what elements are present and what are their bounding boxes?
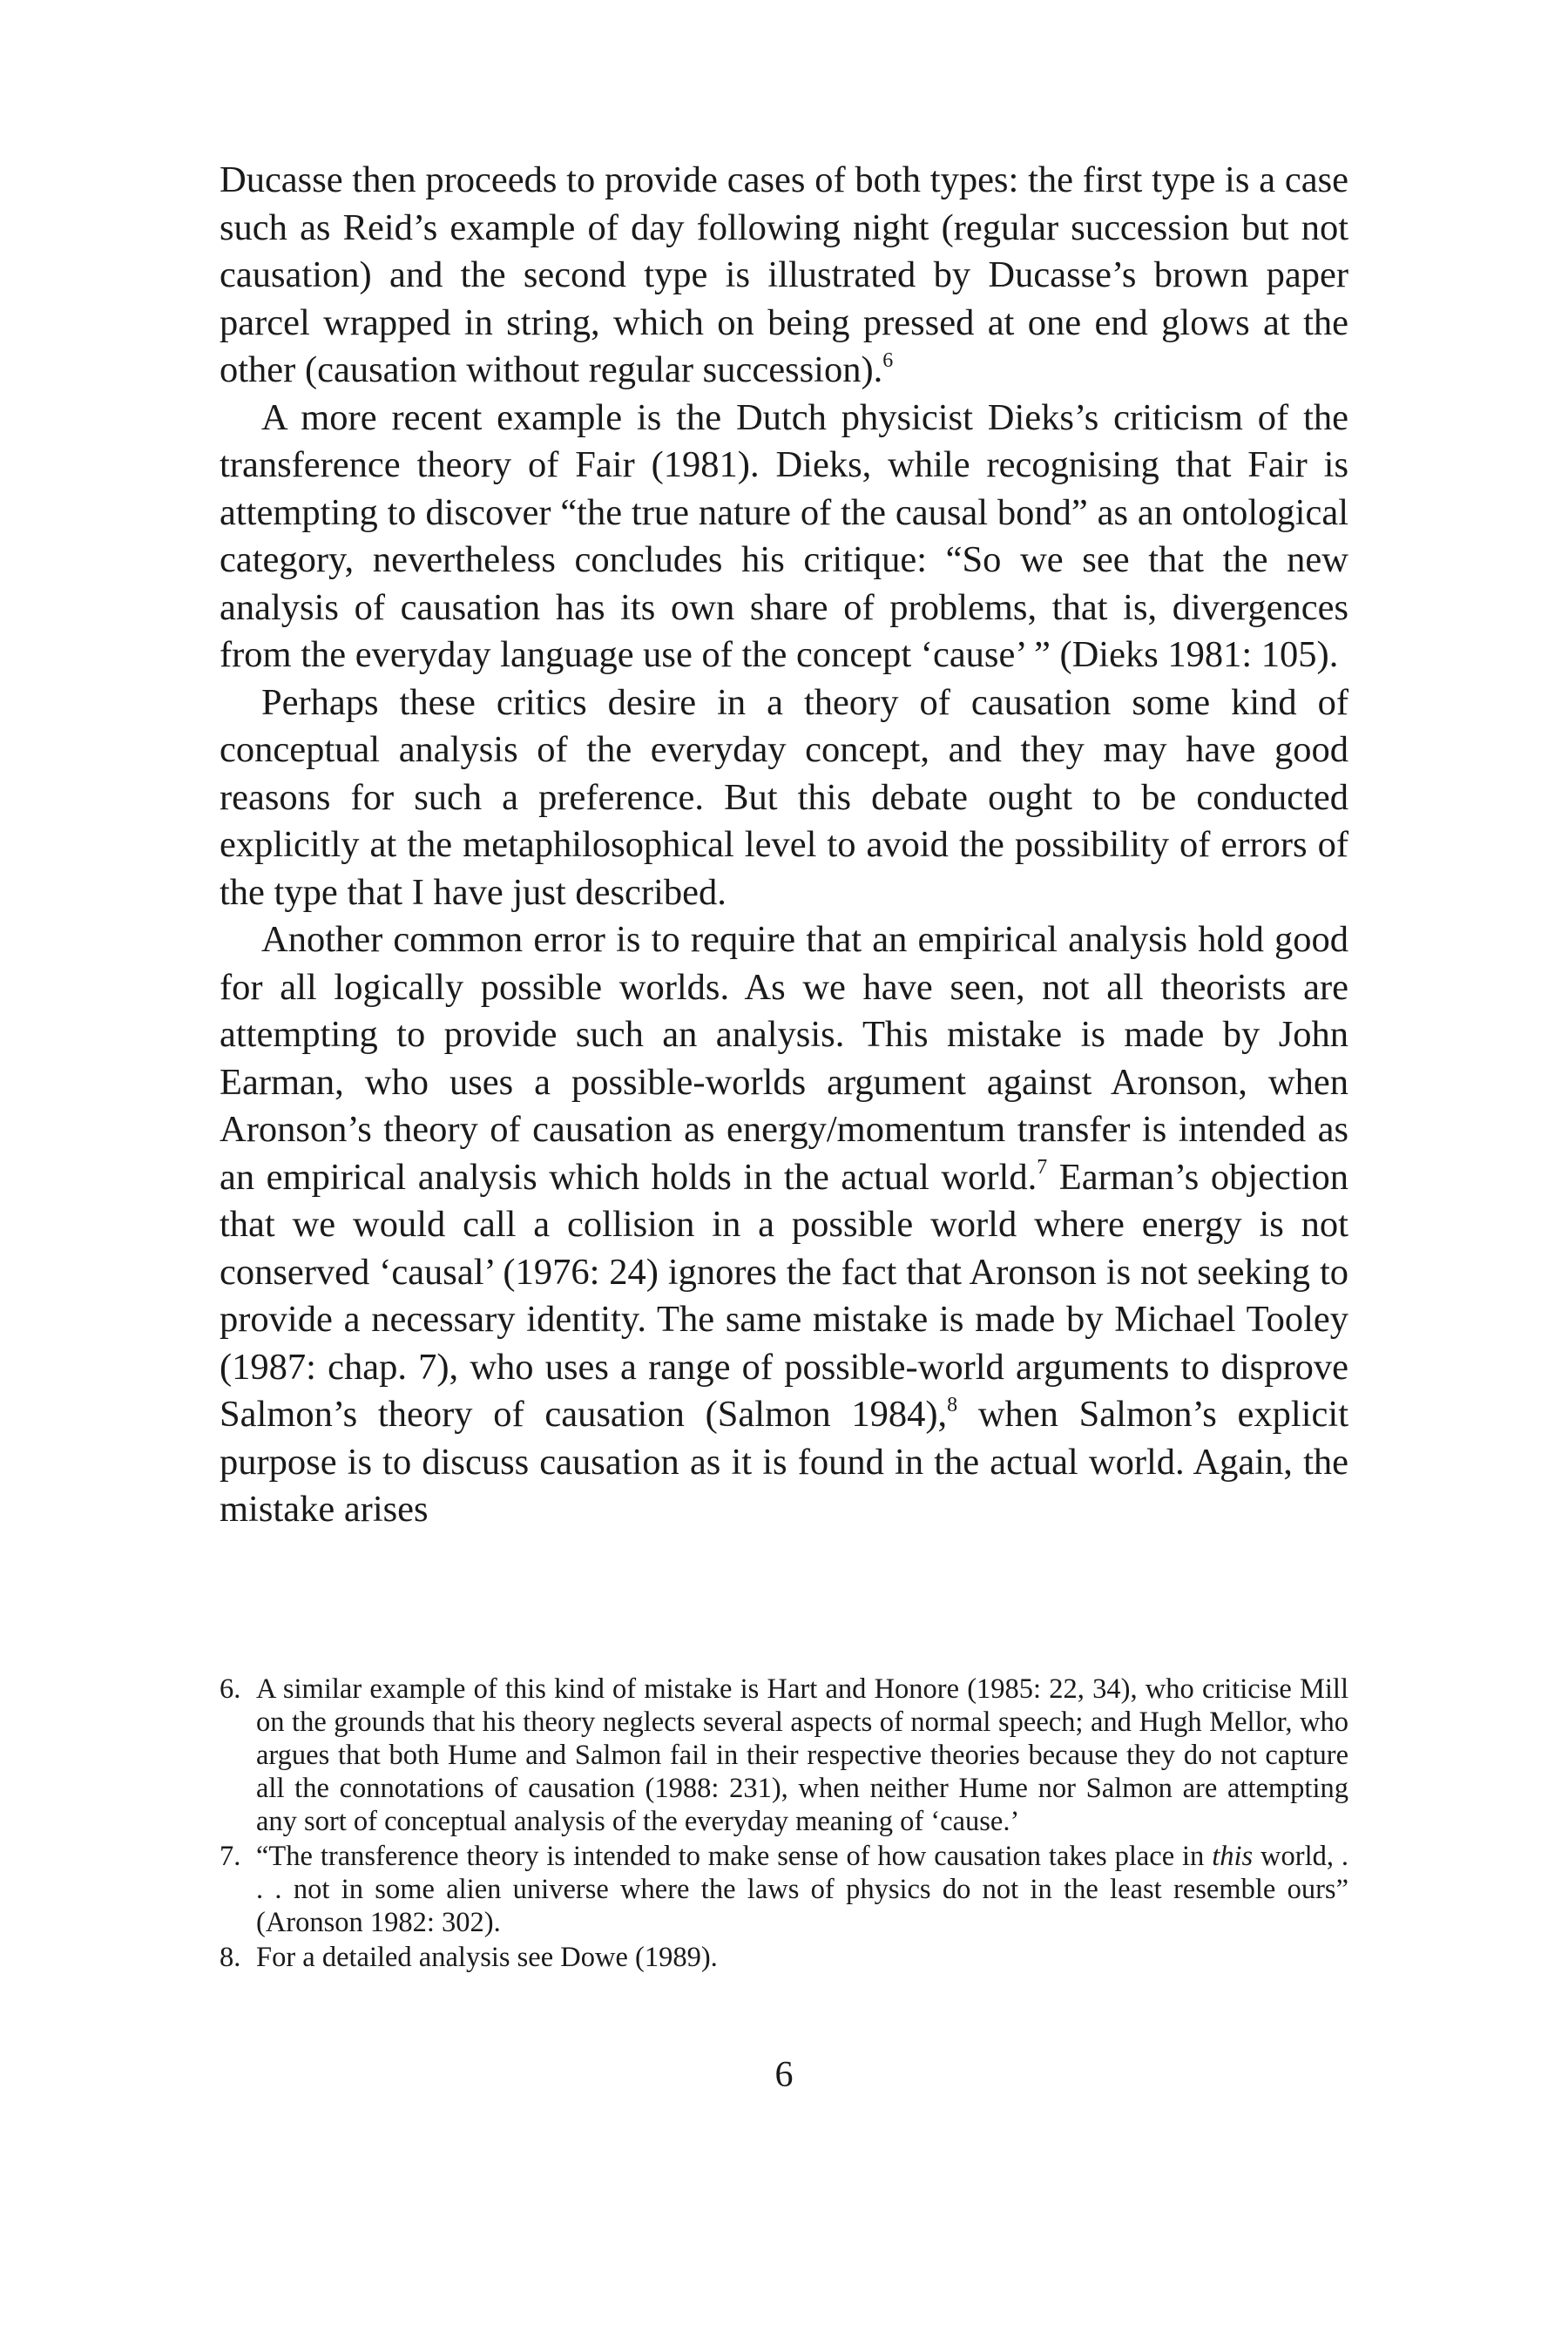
paragraph-4: [220, 916, 1348, 1534]
footnote-7: [220, 1840, 1348, 1939]
footnote-text-part: “The transference theory is intended to make sense of how causation takes place in: [256, 1841, 1213, 1872]
main-text: [220, 157, 1348, 1534]
paragraph-1: [220, 157, 1348, 395]
footnote-text: For a detailed analysis see Dowe (1989).: [256, 1942, 718, 1973]
page-number: 6: [774, 2055, 794, 2095]
paragraph-4-part-3: when Salmon’s explicit purpose is to discuss causation as it is found in the actual world. Again, the mistake arises: [220, 1394, 1349, 1530]
paragraph-2: A more recent example is the Dutch physicist Dieks’s criticism of the transference theory of Fair (1981). Dieks, while recognising that Fair is attempting to discover “the true nature of the causal bond” as an ontological category, nevertheless concludes his critique: “So we see that the new analysis of causation has its own share of problems, that is, divergences from the everyday language use of the concept ‘cause’ ” (Dieks 1981: 105).: [220, 396, 1348, 675]
footnote-number: 7.: [220, 1841, 241, 1872]
footnote-text: [256, 1840, 1348, 1939]
paragraph-3: Perhaps these critics desire in a theory of causation some kind of conceptual analysis of the everyday concept, and they may have good reasons for such a preference. But this debate ought to be conducted explicitly at the metaphilosophical level to avoid the possibility of errors of the type that I have just described.: [220, 681, 1348, 913]
footnote-6: [220, 1673, 1348, 1838]
footnote-ref-7: 7: [1037, 1156, 1048, 1179]
footnote-ref-6: 6: [882, 348, 894, 372]
footnote-text: A similar example of this kind of mistake is Hart and Honore (1985: 22, 34), who criticise Mill on the grounds that his theory neglects several aspects of normal speech; and Hugh Mellor, who argues that both Hume and Salmon fail in their respective theories because they do not capture all the connotations of causation (1988: 231), when neither Hume nor Salmon are attempting any sort of conceptual analysis of the everyday meaning of ‘cause.’: [256, 1673, 1348, 1837]
footnote-emphasis: this: [1212, 1841, 1254, 1872]
paragraph-4-part-2: Earman’s objection that we would call a collision in a possible world where energy is not conserved ‘causal’ (1976: 24) ignores the fact that Aronson is not seeking to provide a necessary identity. The same mistake is made by Michael Tooley (1987: chap. 7), who uses a range of possible-world arguments to disprove Salmon’s theory of causation (Salmon 1984),: [220, 1156, 1348, 1435]
paragraph-1-text: Ducasse then proceeds to provide cases of both types: the first type is a case such as Reid’s example of day following night (regular succession but not causation) and the second type is illustrated by Ducasse’s brown paper parcel wrapped in string, which on being pressed at one end glows at the other (causation without regular succession).: [220, 159, 1348, 390]
footnote-text-part: world, . . . not in some alien universe where the laws of physics do not in the least resemble ours” (Aronson 1982: 302).: [256, 1841, 1349, 1938]
footnotes: [220, 1673, 1348, 1976]
footnote-8: [220, 1941, 1348, 1974]
footnote-ref-8: 8: [947, 1393, 958, 1416]
paragraph-4-part-1: Another common error is to require that an empirical analysis hold good for all logically possible worlds. As we have seen, not all theorists are attempting to provide such an analysis. This mistake is made by John Earman, who uses a possible-worlds argument against Aronson, when Aronson’s theory of causation as energy/momentum transfer is intended as an empirical analysis which holds in the actual world.: [220, 919, 1348, 1198]
footnote-number: 6.: [220, 1673, 241, 1705]
footnote-number: 8.: [220, 1942, 241, 1973]
